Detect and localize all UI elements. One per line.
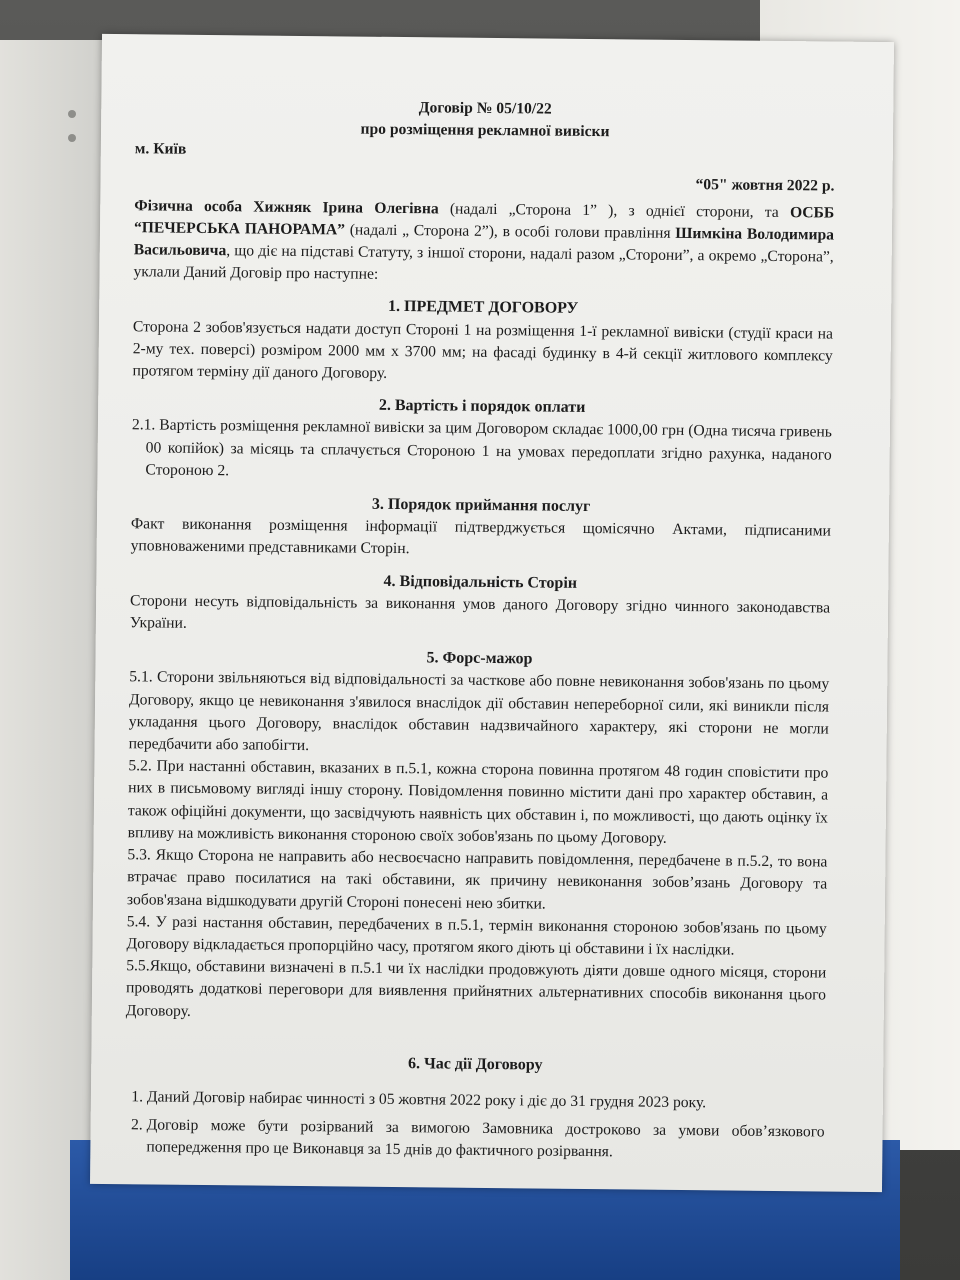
clause-5-1: 5.1. Сторони звільняються від відповідальності за часткове або повне невиконання зобов'язань по цьому Договору, якщо це невиконання з'явилося внаслідок дії обставин непереборної сили, які виникли після укладання цього Договору, внаслідок обставин надзвичайного характеру, які сторони не могли передбачити або запобігти.: [128, 668, 830, 755]
list-item: 2. Договір може бути розірваний за вимогою Замовника достроково за умови обов’язкового попередження про це Виконавця за 15 днів до фактичного розірвання.: [146, 1115, 824, 1167]
section-3-heading: 3. Порядок приймання послуг: [371, 495, 591, 516]
city: м. Київ: [134, 140, 187, 159]
section-2-text: 2.1. Вартість розміщення рекламної вивіски за цим Договором складає 1000,00 грн (Одна тисяча гривень 00 копійок) за місяць та сплачується Стороною 1 на умовах передоплати згідно рахунка, наданого Стороною 2.: [131, 416, 832, 480]
section-4-heading: 4. Відповідальність Сторін: [383, 572, 578, 592]
intro-text-1: (надалі „Сторона 1” ), з однієї сторони, та: [438, 200, 791, 221]
binder-holes: [68, 110, 78, 158]
section-5-heading: 5. Форс-мажор: [426, 649, 533, 668]
section-3-text: Факт виконання розміщення інформації підтверджується щомісячно Актами, підписаними уповноваженими представниками Сторін.: [130, 515, 831, 558]
intro-paragraph: [133, 195, 834, 291]
clause-5-3: 5.3. Якщо Сторона не направить або несвоєчасно направить повідомлення, передбачене в п.5.2, то вона втрачає право посилатися на такі обставини, як причину невиконання зобов’язань Договору та зобов'язана відшкодувати другій Стороні понесені нею збитки.: [126, 846, 828, 913]
intro-text-3: , що діє на підставі Статуту, з іншої сторони, надалі разом „Сторони”, а окремо „Сторона”, уклали Даний Договір про наступне:: [133, 242, 834, 284]
chairman-name: Шимкіна Володимира Васильовича: [133, 224, 835, 260]
section-4-text: Сторони несуть відповідальність за виконання умов даного Договору згідно чинного законодавства України.: [129, 592, 831, 632]
clause-5-2: 5.2. При настанні обставин, вказаних в п.5.1, кожна сторона повинна протягом 48 годин сповістити про них в письмовому вигляді іншу сторону. Повідомлення повинно містити дані про характер обставин, а також офіційні документи, що засвідчують наявність цих обставин і, по можливості, що дають оцінку їх впливу на можливість виконання стороною своїх зобов'язань по цьому Договору.: [127, 757, 829, 847]
document-subtitle: про розміщення рекламної вивіски: [360, 120, 610, 141]
intro-text-2: (надалі „ Сторона 2”), в особі голови правління: [344, 221, 676, 242]
clause-5-4: 5.4. У разі настання обставин, передбачених в п.5.1, термін виконання стороною зобов'язань по цьому Договору відкладається пропорційно часу, протягом якого діють ці обставини і їх наслідки.: [126, 912, 827, 959]
section-2-heading: 2. Вартість і порядок оплати: [378, 397, 586, 417]
contract-date: “05" жовтня 2022 р.: [695, 176, 835, 195]
document-title: Договір № 05/10/22: [418, 99, 552, 118]
section-1-heading: 1. ПРЕДМЕТ ДОГОВОРУ: [387, 298, 579, 318]
party-2-name: ОСББ “ПЕЧЕРСЬКА ПАНОРАМА”: [133, 203, 835, 239]
list-item: 1. Даний Договір набирає чинності з 05 жовтня 2022 року і діє до 31 грудня 2023 року.: [147, 1086, 825, 1115]
clause-5-5: 5.5.Якщо, обставини визначені в п.5.1 чи їх наслідки продовжують діяти довше одного місяця, сторони проводять додаткові переговори для виявлення прийнятних альтернативних способів виконання цього Договору.: [125, 957, 827, 1020]
section-1-text: Сторона 2 зобов'язується надати доступ Стороні 1 на розміщення 1-ї рекламної вивіски (студії краси на 2-му тех. поверсі) розміром 2000 мм х 3700 мм; на фасаді будинку в 4-й секції житлового комплексу протягом терміну дії даного Договору.: [132, 317, 834, 382]
section-6-list: [124, 1086, 825, 1166]
contract-sheet: [90, 34, 894, 1192]
contract-document: [124, 94, 835, 1172]
section-6-heading: 6. Час дії Договору: [407, 1054, 543, 1074]
party-1-name: Фізична особа Хижняк Ірина Олегівна: [134, 196, 439, 218]
